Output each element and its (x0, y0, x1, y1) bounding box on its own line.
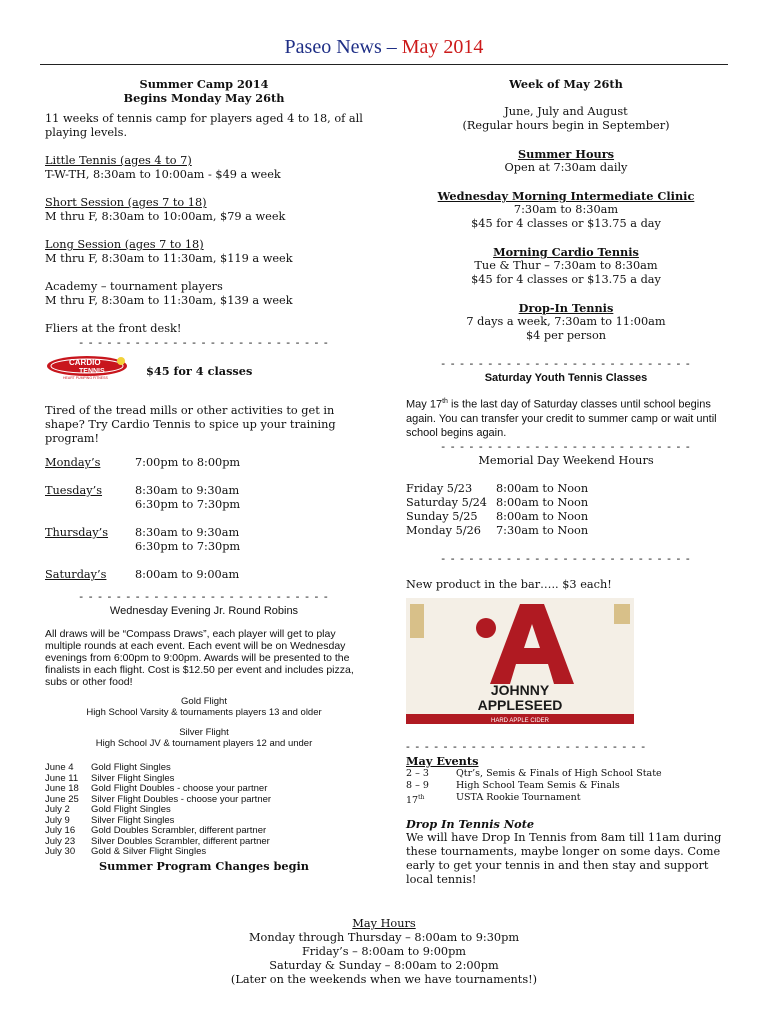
note-text: We will have Drop In Tennis from 8am till 11am during these tournaments, maybe longer on some days. Come early to get your tennis in and then stay and support local tennis! (406, 830, 722, 886)
schedule-entry (45, 526, 363, 554)
cardio-logo-bottom: TENNIS (79, 368, 105, 375)
divider: - - - - - - - - - - - - - - - - - - - - - - - - - - (406, 739, 647, 753)
schedule-row (45, 526, 363, 540)
may-event-row (406, 780, 726, 792)
may-hours (40, 917, 728, 987)
months: June, July and August (504, 105, 628, 118)
summer-hours: Open at 7:30am daily (504, 161, 628, 174)
may-event-date (406, 768, 456, 780)
memorial-time: 8:00am to Noon (496, 509, 589, 523)
event-name: Silver Flight Singles (91, 814, 175, 826)
divider: - - - - - - - - - - - - - - - - - - - - - - - - - - - (441, 357, 691, 370)
session-detail: M thru F, 8:30am to 11:30am, $139 a week (45, 294, 293, 307)
memorial-row (406, 482, 726, 496)
cardio-price: $45 for 4 classes (146, 364, 253, 378)
may-hours-line: Friday’s – 8:00am to 9:00pm (301, 945, 467, 958)
may-event-name: High School Team Semis & Finals (456, 779, 620, 791)
camp-sessions (45, 154, 363, 308)
event-date: June 11 (45, 772, 79, 784)
may-events-title: May Events (406, 753, 479, 768)
schedule-day: Thursday’s (45, 526, 109, 539)
camp-session (45, 238, 363, 266)
youth-text-b: is the last day of Saturday classes until school begins again. You can transfer your credit to summer camp or wait until school begins again. (406, 398, 717, 439)
memorial-row (406, 510, 726, 524)
cardio-time: Tue & Thur – 7:30am to 8:30am (474, 259, 658, 272)
event-name: Silver Flight Doubles - choose your partner (91, 793, 272, 805)
youth-text (406, 395, 726, 440)
event-date: July 23 (45, 835, 76, 847)
memorial-day: Saturday 5/24 (406, 495, 487, 509)
camp-title: Summer Camp 2014 (139, 77, 269, 91)
session-heading: Little Tennis (ages 4 to 7) (45, 154, 192, 167)
left-column (45, 77, 363, 873)
memorial-day: Sunday 5/25 (406, 509, 478, 523)
dropin-time: 7 days a week, 7:30am to 11:00am (466, 315, 666, 328)
event-date: July 16 (45, 825, 76, 836)
schedule-row (45, 484, 363, 498)
schedule-time: 8:30am to 9:30am (135, 526, 240, 539)
may-hours-title: May Hours (352, 917, 416, 930)
fliers-note: Fliers at the front desk! (45, 322, 182, 335)
regular-hours-note: (Regular hours begin in September) (462, 119, 670, 132)
may-event-row (406, 792, 726, 807)
schedule-time: 8:00am to 9:00am (135, 568, 240, 581)
session-heading: Short Session (ages 7 to 18) (45, 196, 207, 209)
memorial-time: 8:00am to Noon (496, 495, 589, 509)
robins-title: Wednesday Evening Jr. Round Robins (109, 605, 299, 617)
cardio-logo-top: CARDIO (69, 358, 101, 367)
program-changes: Summer Program Changes begin (99, 858, 309, 873)
title-date: May 2014 (401, 36, 484, 58)
session-detail: T-W-TH, 8:30am to 10:00am - $49 a week (45, 168, 281, 181)
clinic-title: Wednesday Morning Intermediate Clinic (437, 189, 695, 203)
event-date: July 9 (45, 814, 70, 826)
schedule-time: 7:00pm to 8:00pm (135, 456, 241, 469)
event-date: June 25 (45, 793, 79, 805)
event-row (45, 826, 363, 837)
event-name: Gold & Silver Flight Singles (91, 846, 207, 857)
title-main: Paseo News – (284, 36, 397, 58)
schedule-row (45, 540, 363, 554)
memorial-row (406, 524, 726, 538)
divider: - - - - - - - - - - - - - - - - - - - - - - - - - - - (441, 439, 691, 453)
robins-text: All draws will be “Compass Draws”, each player will get to play multiple rounds at each event. Each event will be on Wednesday evenings from 6:00pm to 9:00pm. Awards will be presented to the finalists in each flight. Cost is $12.50 per event and includes pizza, subs or other food! (45, 628, 354, 688)
silver-flight-desc: High School JV & tournament players 12 and under (95, 737, 313, 749)
cardio-schedule (45, 456, 363, 582)
memorial-hours (406, 482, 726, 538)
schedule-day (45, 540, 135, 554)
schedule-time: 6:30pm to 7:30pm (135, 540, 241, 553)
may-event-row (406, 768, 726, 780)
schedule-day: Saturday’s (45, 568, 107, 581)
johnny-appleseed-image (406, 598, 634, 724)
may-hours-line: (Later on the weekends when we have tournaments!) (230, 973, 538, 986)
memorial-time: 8:00am to Noon (496, 481, 589, 495)
schedule-day: Monday’s (45, 456, 101, 469)
may-event-date-text: 8 – 9 (406, 779, 429, 791)
schedule-entry (45, 484, 363, 512)
youth-text-sup: th (442, 398, 448, 405)
event-date: June 4 (45, 762, 74, 773)
cider-sub: HARD APPLE CIDER (490, 717, 550, 724)
may-event-date (406, 792, 456, 807)
cardio-price-right: $45 for 4 classes or $13.75 a day (471, 273, 661, 286)
event-name: Gold Flight Singles (91, 804, 171, 815)
event-name: Gold Flight Doubles - choose your partner (91, 783, 268, 794)
memorial-row (406, 496, 726, 510)
cardio-intro: Tired of the tread mills or other activities to get in shape? Try Cardio Tennis to spice up your training program! (45, 404, 336, 445)
summer-hours-title: Summer Hours (517, 147, 615, 161)
may-event-date-text: 2 – 3 (406, 767, 429, 779)
may-hours-lines (40, 931, 728, 987)
schedule-day: Tuesday’s (45, 484, 103, 497)
cardio-logo-tag: HEART PUMPING FITNESS (63, 376, 108, 380)
schedule-entry (45, 456, 363, 470)
cardio-tennis-logo (45, 354, 131, 380)
session-heading: Academy – tournament players (45, 280, 223, 293)
memorial-day: Monday 5/26 (406, 523, 481, 537)
cardio-title: Morning Cardio Tennis (493, 245, 639, 259)
event-row (45, 763, 363, 774)
memorial-time: 7:30am to Noon (496, 523, 589, 537)
silver-flight-title: Silver Flight (179, 727, 229, 738)
session-detail: M thru F, 8:30am to 10:00am, $79 a week (45, 210, 286, 223)
week-title: Week of May 26th (509, 77, 623, 91)
session-heading: Long Session (ages 7 to 18) (45, 238, 204, 251)
dropin-title: Drop-In Tennis (518, 301, 614, 315)
title-rule (40, 64, 728, 65)
schedule-entry (45, 568, 363, 582)
event-name: Gold Doubles Scrambler, different partner (91, 825, 267, 836)
clinic-time: 7:30am to 8:30am (513, 203, 619, 216)
may-hours-line: Saturday & Sunday – 8:00am to 2:00pm (269, 959, 499, 972)
event-row (45, 784, 363, 795)
divider: - - - - - - - - - - - - - - - - - - - - - - - - - - - (79, 336, 329, 349)
camp-session (45, 196, 363, 224)
schedule-row (45, 498, 363, 512)
page-title (0, 36, 768, 59)
gold-flight-title: Gold Flight (181, 696, 227, 707)
camp-session (45, 280, 363, 308)
may-event-date-text: 17 (406, 794, 419, 806)
event-name: Silver Doubles Scrambler, different partner (91, 835, 270, 847)
cider-brand-2: APPLESEED (477, 696, 563, 713)
schedule-time: 8:30am to 9:30am (135, 484, 240, 497)
right-column (406, 77, 726, 887)
may-hours-line: Monday through Thursday – 8:00am to 9:30pm (248, 931, 520, 944)
camp-intro: 11 weeks of tennis camp for players aged 4 to 18, of all playing levels. (45, 112, 363, 139)
event-date: June 18 (45, 783, 79, 794)
schedule-time: 6:30pm to 7:30pm (135, 498, 241, 511)
event-date: July 30 (45, 846, 76, 857)
cardio-banner (45, 354, 363, 380)
dropin-price: $4 per person (525, 329, 607, 342)
cider-brand-1: JOHNNY (490, 681, 550, 698)
youth-title: Saturday Youth Tennis Classes (484, 372, 648, 384)
session-detail: M thru F, 8:30am to 11:30am, $119 a week (45, 252, 293, 265)
camp-subtitle: Begins Monday May 26th (123, 91, 285, 105)
note-title: Drop In Tennis Note (406, 816, 535, 831)
may-event-name: Qtr’s, Semis & Finals of High School State (456, 767, 662, 779)
event-date: July 2 (45, 804, 70, 815)
may-event-date-sup: th (418, 793, 425, 801)
clinic-price: $45 for 4 classes or $13.75 a day (471, 217, 661, 230)
event-name: Silver Flight Singles (91, 772, 175, 784)
divider: - - - - - - - - - - - - - - - - - - - - - - - - - - - (79, 590, 329, 603)
round-robin-events (45, 763, 363, 858)
event-row (45, 847, 363, 858)
may-event-date (406, 780, 456, 792)
schedule-row (45, 568, 363, 582)
event-row (45, 805, 363, 816)
new-product: New product in the bar….. $3 each! (406, 577, 612, 591)
schedule-day (45, 498, 135, 512)
event-name: Gold Flight Singles (91, 762, 171, 773)
memorial-day: Friday 5/23 (406, 481, 473, 495)
may-events (406, 768, 726, 807)
may-event-name: USTA Rookie Tournament (456, 791, 581, 803)
camp-session (45, 154, 363, 182)
schedule-row (45, 456, 363, 470)
divider: - - - - - - - - - - - - - - - - - - - - - - - - - - - (441, 551, 691, 565)
youth-text-a: May 17 (406, 398, 443, 411)
gold-flight-desc: High School Varsity & tournaments players 13 and older (86, 706, 322, 718)
memorial-title: Memorial Day Weekend Hours (478, 453, 654, 467)
